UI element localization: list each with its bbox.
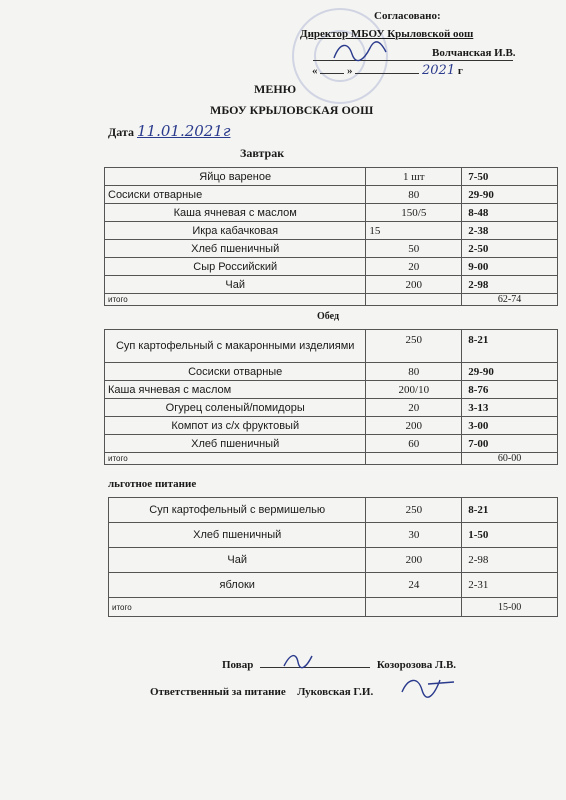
dish-qty: 200/10 — [366, 381, 462, 399]
cook-name: Козорозова Л.В. — [376, 659, 457, 671]
total-value: 60-00 — [462, 453, 558, 465]
dish-qty: 200 — [366, 548, 462, 573]
menu-title: МЕНЮ — [254, 82, 297, 96]
dish-price: 2-38 — [462, 222, 558, 240]
total-value: 62-74 — [462, 294, 558, 306]
dish-name: Суп картофельный с вермишелью — [109, 498, 366, 523]
dish-qty: 1 шт — [366, 168, 462, 186]
responsible-line — [150, 686, 373, 698]
dish-name: яблоки — [109, 573, 366, 598]
dish-name: Сыр Российский — [105, 258, 366, 276]
dish-price: 8-21 — [462, 498, 558, 523]
dish-qty: 80 — [366, 363, 462, 381]
director-name: Волчанская И.В. — [432, 47, 516, 59]
responsible-signature — [398, 672, 458, 702]
date-quote-open: « — [312, 65, 318, 77]
dish-name: Хлеб пшеничный — [105, 435, 366, 453]
school-title: МБОУ КРЫЛОВСКАЯ ООШ — [210, 103, 374, 117]
responsible-name: Луковская Г.И. — [297, 686, 374, 698]
dish-price: 3-13 — [462, 399, 558, 417]
total-label: итого — [105, 294, 366, 306]
dish-price: 9-00 — [462, 258, 558, 276]
table-row — [105, 186, 558, 204]
dish-price: 7-50 — [462, 168, 558, 186]
lunch-heading: Обед — [317, 311, 340, 322]
table-row — [105, 276, 558, 294]
dish-price: 8-76 — [462, 381, 558, 399]
table-row — [105, 240, 558, 258]
dish-name: Чай — [105, 276, 366, 294]
dish-name: Суп картофельный с макаронными изделиями — [105, 330, 366, 363]
dish-qty: 250 — [366, 330, 462, 363]
total-value: 15-00 — [462, 598, 558, 617]
total-label: итого — [109, 598, 366, 617]
dish-qty: 15 — [366, 222, 462, 240]
approval-year: 2021 — [422, 63, 456, 78]
responsible-label: Ответственный за питание — [150, 686, 286, 698]
table-row — [105, 399, 558, 417]
dish-qty: 150/5 — [366, 204, 462, 222]
dish-name: Чай — [109, 548, 366, 573]
table-row — [105, 168, 558, 186]
dish-qty: 30 — [366, 523, 462, 548]
dish-name: Хлеб пшеничный — [105, 240, 366, 258]
dish-qty: 20 — [366, 399, 462, 417]
date-line — [108, 122, 230, 140]
dish-price: 3-00 — [462, 417, 558, 435]
dish-price: 2-98 — [462, 276, 558, 294]
dish-price: 29-90 — [462, 363, 558, 381]
approval-block — [300, 10, 540, 40]
table-row — [105, 204, 558, 222]
table-row — [105, 258, 558, 276]
director-signature — [330, 38, 390, 64]
breakfast-table — [104, 167, 558, 306]
dish-qty: 200 — [366, 417, 462, 435]
breakfast-heading: Завтрак — [240, 146, 285, 160]
table-row — [105, 363, 558, 381]
dish-name: Каша ячневая с маслом — [105, 381, 366, 399]
table-row — [105, 417, 558, 435]
dish-price: 2-98 — [462, 548, 558, 573]
table-row — [109, 573, 558, 598]
cook-signature — [278, 648, 318, 674]
dish-name: Каша ячневая с маслом — [105, 204, 366, 222]
table-row — [105, 222, 558, 240]
dish-qty: 60 — [366, 435, 462, 453]
cook-line — [222, 659, 456, 671]
benefit-heading: льготное питание — [108, 478, 197, 490]
dish-name: Яйцо вареное — [105, 168, 366, 186]
table-row — [109, 548, 558, 573]
dish-qty: 20 — [366, 258, 462, 276]
dish-name: Компот из с/х фруктовый — [105, 417, 366, 435]
total-row — [105, 453, 558, 465]
approval-date — [312, 63, 463, 78]
dish-price: 7-00 — [462, 435, 558, 453]
table-row — [109, 498, 558, 523]
approval-year-suffix: г — [457, 65, 463, 77]
dish-name: Сосиски отварные — [105, 363, 366, 381]
dish-qty: 50 — [366, 240, 462, 258]
total-label: итого — [105, 453, 366, 465]
lunch-table — [104, 329, 558, 465]
table-row — [105, 435, 558, 453]
dish-name: Хлеб пшеничный — [109, 523, 366, 548]
dish-qty: 250 — [366, 498, 462, 523]
cook-label: Повар — [222, 659, 254, 671]
dish-price: 2-50 — [462, 240, 558, 258]
table-row — [105, 381, 558, 399]
dish-price: 8-21 — [462, 330, 558, 363]
benefit-table — [108, 497, 558, 617]
dish-name: Огурец соленый/помидоры — [105, 399, 366, 417]
total-row — [109, 598, 558, 617]
date-label: Дата — [108, 125, 134, 139]
dish-price: 8-48 — [462, 204, 558, 222]
table-row — [105, 330, 558, 363]
dish-qty: 200 — [366, 276, 462, 294]
dish-price: 1-50 — [462, 523, 558, 548]
date-quote-close: » — [347, 65, 353, 77]
approval-label: Согласовано: — [374, 10, 441, 22]
dish-name: Сосиски отварные — [105, 186, 366, 204]
total-row — [105, 294, 558, 306]
dish-price: 2-31 — [462, 573, 558, 598]
dish-price: 29-90 — [462, 186, 558, 204]
approval-director-title: Директор МБОУ Крыловской оош — [300, 28, 474, 40]
table-row — [109, 523, 558, 548]
dish-qty: 80 — [366, 186, 462, 204]
date-value: 11.01.2021г — [137, 122, 231, 140]
dish-qty: 24 — [366, 573, 462, 598]
dish-name: Икра кабачковая — [105, 222, 366, 240]
